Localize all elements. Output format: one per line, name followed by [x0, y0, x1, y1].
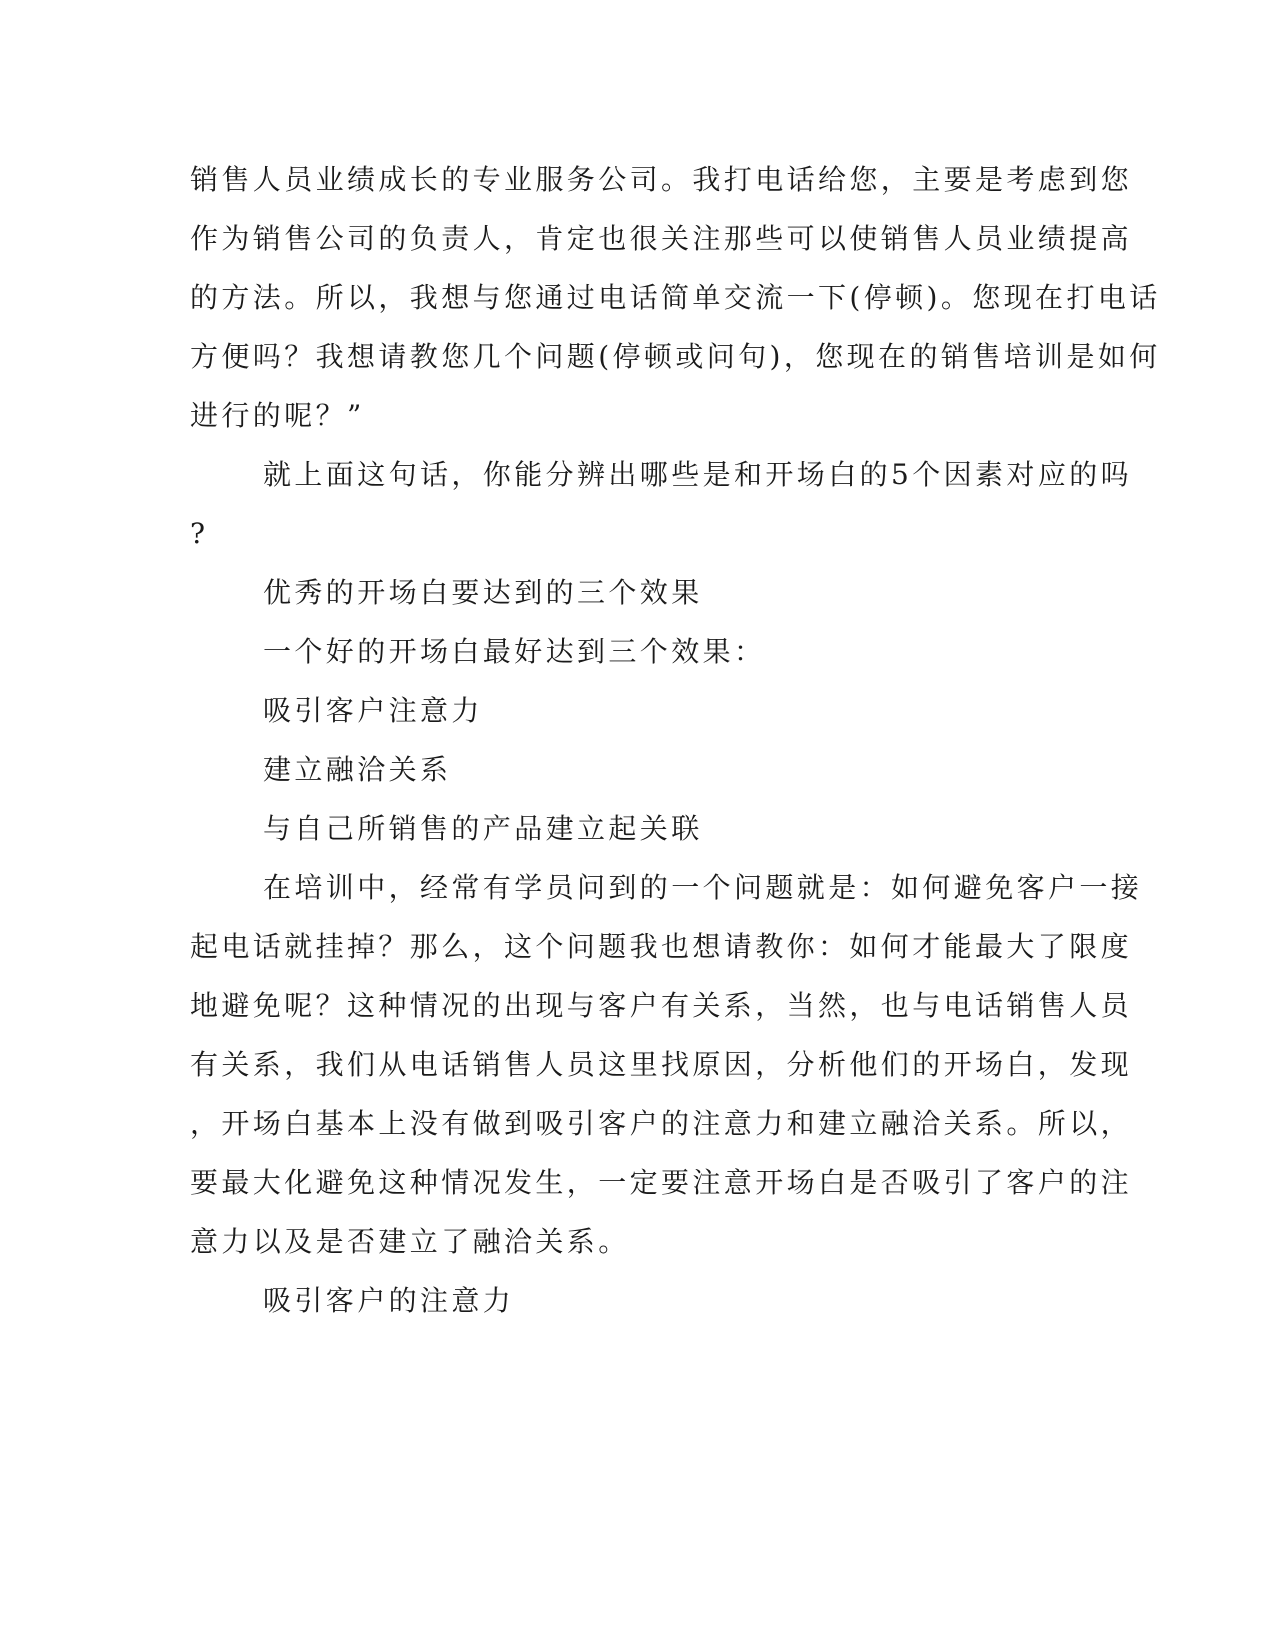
list-item: 与自己所销售的产品建立起关联: [263, 812, 703, 845]
paragraph-line: 起电话就挂掉？那么，这个问题我也想请教你：如何才能最大了限度: [190, 930, 1133, 963]
paragraph-line: 作为销售公司的负责人，肯定也很关注那些可以使销售人员业绩提高: [190, 222, 1133, 255]
paragraph-line: ?: [190, 517, 209, 550]
paragraph-line: 一个好的开场白最好达到三个效果：: [263, 635, 766, 668]
paragraph-line: 有关系，我们从电话销售人员这里找原因，分析他们的开场白，发现: [190, 1048, 1133, 1081]
paragraph-line: 方便吗？我想请教您几个问题(停顿或问句)，您现在的销售培训是如何: [190, 340, 1161, 373]
paragraph-line: 就上面这句话，你能分辨出哪些是和开场白的5个因素对应的吗: [263, 458, 1133, 491]
paragraph-line: 要最大化避免这种情况发生，一定要注意开场白是否吸引了客户的注: [190, 1166, 1133, 1199]
section-heading: 优秀的开场白要达到的三个效果: [263, 576, 703, 609]
section-heading: 吸引客户的注意力: [263, 1284, 515, 1317]
list-item: 建立融洽关系: [263, 753, 452, 786]
list-item: 吸引客户注意力: [263, 694, 483, 727]
paragraph-line: 进行的呢？”: [190, 399, 365, 432]
paragraph-line: 地避免呢？这种情况的出现与客户有关系，当然，也与电话销售人员: [190, 989, 1133, 1022]
paragraph-line: 意力以及是否建立了融洽关系。: [190, 1225, 630, 1258]
paragraph-line: 销售人员业绩成长的专业服务公司。我打电话给您，主要是考虑到您: [190, 163, 1133, 196]
paragraph-line: ，开场白基本上没有做到吸引客户的注意力和建立融洽关系。所以，: [190, 1107, 1133, 1140]
paragraph-line: 在培训中，经常有学员问到的一个问题就是：如何避免客户一接: [263, 871, 1143, 904]
paragraph-line: 的方法。所以，我想与您通过电话简单交流一下(停顿)。您现在打电话: [190, 281, 1161, 314]
